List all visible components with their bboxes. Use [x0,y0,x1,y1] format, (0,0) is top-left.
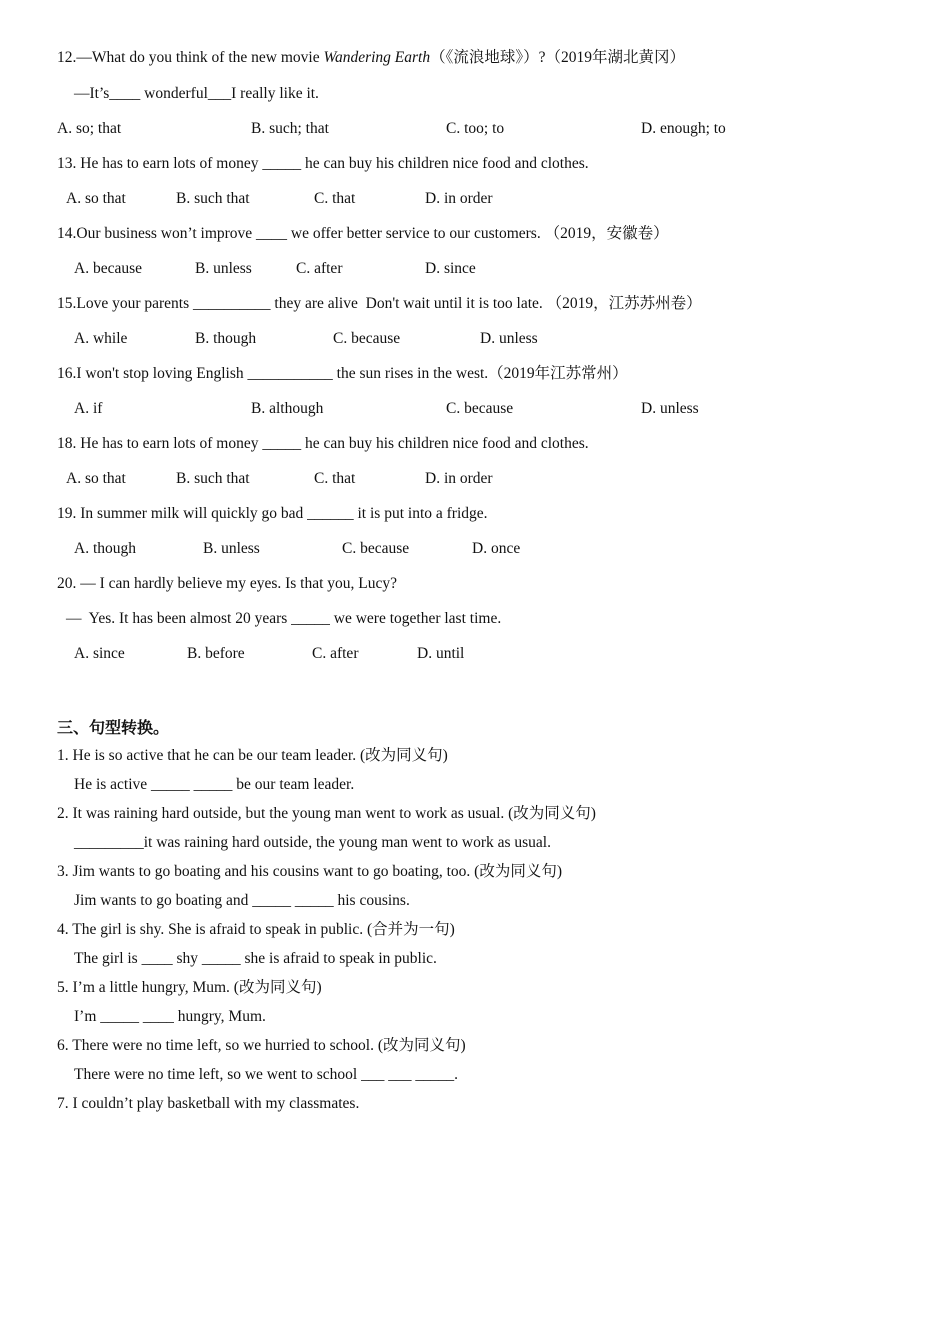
option-c: C. too; to [446,120,505,137]
transform-item-5: 5. I’m a little hungry, Mum. (改为同义句) [57,979,322,996]
option-c: C. because [446,400,514,417]
option-a: A. because [74,260,142,277]
option-b: B. unless [203,540,260,557]
option-c: C. after [296,260,343,277]
question-20-answer-line: — Yes. It has been almost 20 years _____ we were together last time. [66,610,502,627]
transform-answer-2: _________it was raining hard outside, the young man went to work as usual. [74,834,551,851]
option-d: D. unless [641,400,699,417]
option-b: B. such that [176,190,250,207]
option-a: A. though [74,540,136,557]
transform-item-4: 4. The girl is shy. She is afraid to speak in public. (合并为一句) [57,921,455,938]
option-b: B. such; that [251,120,329,137]
option-a: A. if [74,400,103,417]
transform-item-3: 3. Jim wants to go boating and his cousins want to go boating, too. (改为同义句) [57,863,563,880]
option-a: A. since [74,645,125,662]
question-13: 13. He has to earn lots of money _____ he can buy his children nice food and clothes. [57,155,589,172]
option-a: A. so; that [57,120,122,137]
option-b: B. such that [176,470,250,487]
transform-answer-6: There were no time left, so we went to school ___ ___ _____. [74,1066,458,1083]
question-18: 18. He has to earn lots of money _____ he can buy his children nice food and clothes. [57,435,589,452]
option-b: B. though [195,330,257,347]
option-d: D. in order [425,470,493,487]
question-14: 14.Our business won’t improve ____ we offer better service to our customers. （2019，安徽卷） [57,225,669,242]
option-c: C. after [312,645,359,662]
option-d: D. since [425,260,476,277]
transform-item-7: 7. I couldn’t play basketball with my classmates. [57,1095,360,1112]
option-d: D. until [417,645,465,662]
option-c: C. that [314,190,356,207]
option-c: C. that [314,470,356,487]
option-d: D. in order [425,190,493,207]
transform-item-1: 1. He is so active that he can be our team leader. (改为同义句) [57,747,448,764]
question-16: 16.I won't stop loving English ___________ the sun rises in the west.（2019年江苏常州） [57,365,628,382]
option-c: C. because [333,330,401,347]
option-c: C. because [342,540,410,557]
question-12: 12.—What do you think of the new movie Wandering Earth（《流浪地球》）?（2019年湖北黄冈） [57,49,685,66]
option-d: D. enough; to [641,120,726,137]
movie-title: Wandering Earth [323,49,431,66]
option-a: A. so that [66,190,126,207]
question-15: 15.Love your parents __________ they are alive Don't wait until it is too late. （2019，江苏苏州卷） [57,295,702,312]
option-d: D. once [472,540,521,557]
transform-item-6: 6. There were no time left, so we hurried to school. (改为同义句) [57,1037,466,1054]
question-12-answer-line: —It’s____ wonderful___I really like it. [74,85,319,102]
option-b: B. before [187,645,245,662]
section-title: 三、句型转换。 [57,718,170,737]
option-a: A. so that [66,470,126,487]
transform-answer-1: He is active _____ _____ be our team leader. [74,776,355,793]
question-20: 20. — I can hardly believe my eyes. Is that you, Lucy? [57,575,398,592]
transform-answer-3: Jim wants to go boating and _____ _____ his cousins. [74,892,410,909]
option-b: B. unless [195,260,252,277]
transform-answer-5: I’m _____ ____ hungry, Mum. [74,1008,266,1025]
transform-item-2: 2. It was raining hard outside, but the young man went to work as usual. (改为同义句) [57,805,596,822]
option-a: A. while [74,330,128,347]
transform-answer-4: The girl is ____ shy _____ she is afraid to speak in public. [74,950,437,967]
question-19: 19. In summer milk will quickly go bad ______ it is put into a fridge. [57,505,488,522]
option-b: B. although [251,400,324,417]
option-d: D. unless [480,330,538,347]
